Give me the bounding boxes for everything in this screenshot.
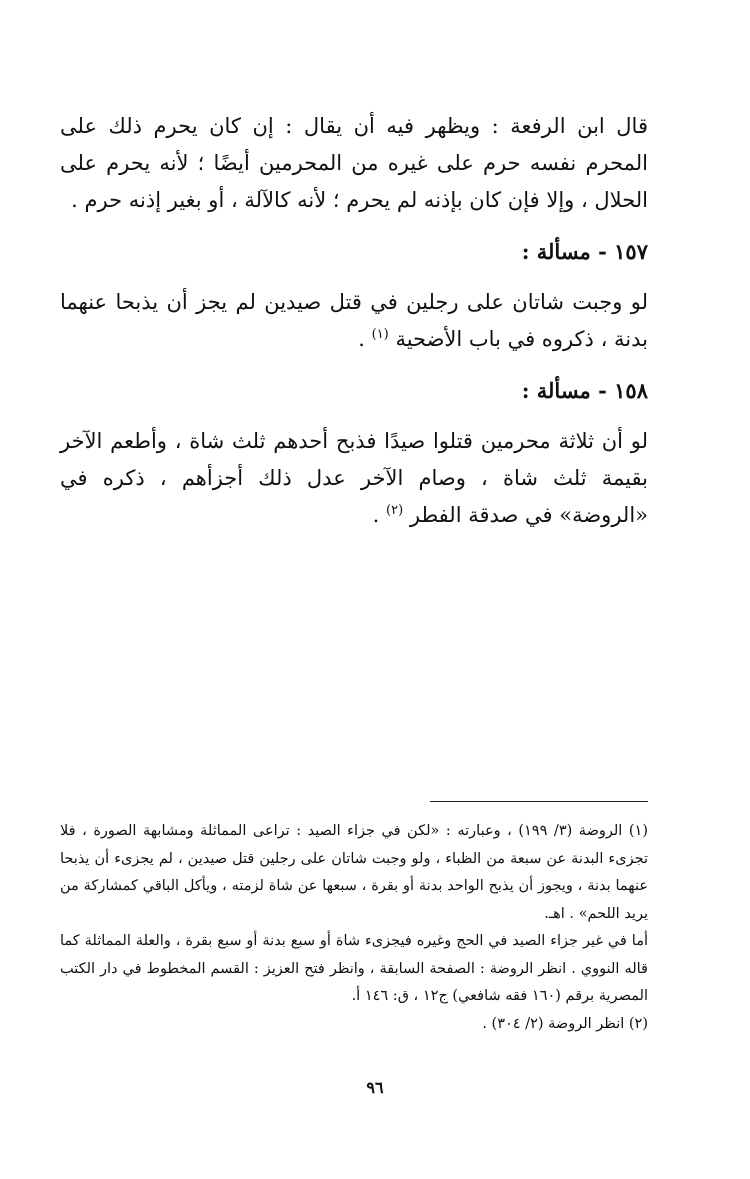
footnote-ref-2: (٢)	[386, 503, 404, 518]
footnote-2: (٢) انظر الروضة (٢/ ٣٠٤) .	[482, 1015, 648, 1032]
paragraph-ibn-alrifah: قال ابن الرفعة : ويظهر فيه أن يقال : إن كان يحرم ذلك على المحرم نفسه حرم على غيره من المحرمين أيضًا ؛ لأنه يحرم على الحلال ، وإلا فإن كان بإذنه لم يحرم ؛ لأنه كالآلة ، أو بغير إذنه حرم .	[60, 114, 648, 212]
paragraph-masala-157	[60, 284, 648, 358]
footnote-ref-1: (١)	[371, 327, 389, 342]
paragraph-masala-158	[60, 423, 648, 534]
footnote-separator	[430, 801, 648, 802]
page-number: ٩٦	[366, 1078, 384, 1097]
main-text	[60, 108, 648, 548]
footnote-1: (١) الروضة (٣/ ١٩٩) ، وعبارته : «لكن في جزاء الصيد : تراعى المماثلة ومشابهة الصورة ، فلا تجزىء البدنة عن سبعة من الظباء ، ولو وجبت شاتان على رجلين قتل صيدين ، لم يجزىء أن يذبحا عنهما بدنة ، ويجوز أن يذبح الواحد بدنة أو بقرة ، سبعها عن شاة لزمته ، ويأكل الباقي كمشاركة من يريد اللحم» . اهـ.	[60, 823, 648, 922]
footnote-1-continued: أما في غير جزاء الصيد في الحج وغيره فيجزىء شاة أو سبع بدنة أو سبع بقرة ، والعلة المماثلة كما قاله النووي . انظر الروضة : الصفحة السابقة ، وانظر فتح العزيز : القسم المخطوط في دار الكتب المصرية برقم (١٦٠ فقه شافعي) ج١٢ ، ق: ١٤٦ أ.	[60, 933, 648, 1004]
paragraph-masala-157-text: لو وجبت شاتان على رجلين في قتل صيدين لم يجز أن يذبحا عنهما بدنة ، ذكروه في باب الأضحية	[60, 290, 648, 351]
paragraph-masala-157-end: .	[358, 327, 372, 351]
heading-masala-157: ١٥٧ - مسألة :	[521, 239, 648, 264]
heading-masala-158: ١٥٨ - مسألة :	[521, 378, 648, 403]
footnotes	[60, 818, 648, 1038]
paragraph-masala-158-text: لو أن ثلاثة محرمين قتلوا صيدًا فذبح أحدهم ثلث شاة ، وأطعم الآخر بقيمة ثلث شاة ، وصام الآخر عدل ذلك أجزأهم ، ذكره في «الروضة» في صدقة الفطر	[60, 429, 648, 527]
paragraph-masala-158-end: .	[372, 503, 387, 527]
